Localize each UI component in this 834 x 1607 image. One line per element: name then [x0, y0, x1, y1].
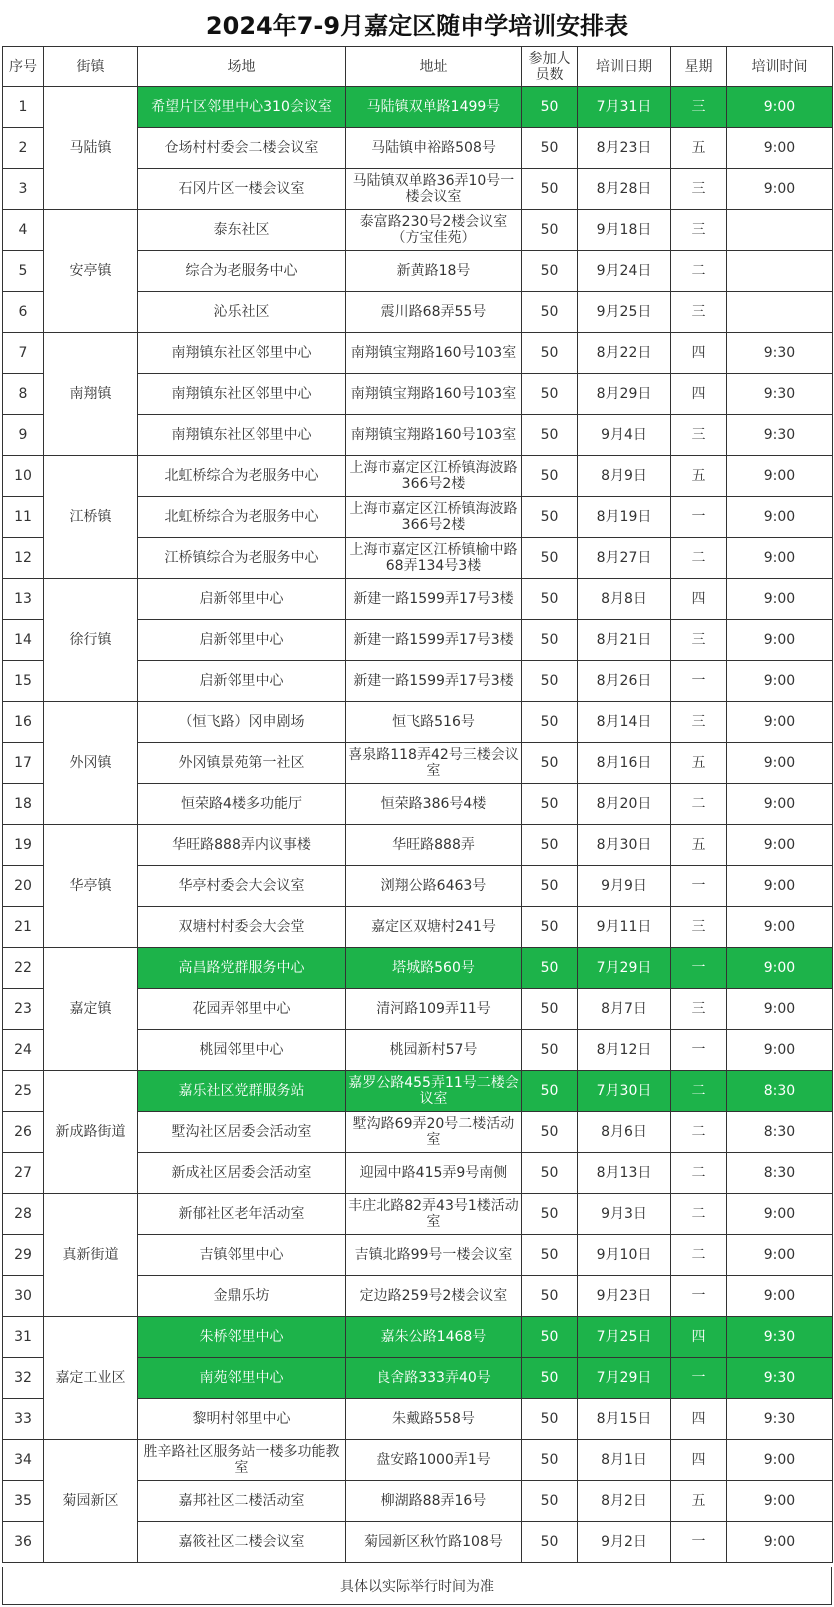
- cell-address: 震川路68弄55号: [346, 292, 522, 333]
- cell-address: 墅沟路69弄20号二楼活动室: [346, 1112, 522, 1153]
- cell-date: 9月24日: [578, 251, 671, 292]
- cell-town: 安亭镇: [44, 210, 138, 333]
- schedule-table: [2, 46, 833, 1563]
- cell-address: 朱戴路558号: [346, 1399, 522, 1440]
- table-row: [3, 1317, 833, 1358]
- cell-time: 9:00: [727, 743, 833, 784]
- cell-address: 盘安路1000弄1号: [346, 1440, 522, 1481]
- cell-town: 新成路街道: [44, 1071, 138, 1194]
- cell-time: 9:30: [727, 1399, 833, 1440]
- cell-date: 9月11日: [578, 907, 671, 948]
- cell-date: 8月6日: [578, 1112, 671, 1153]
- cell-count: 50: [522, 456, 578, 497]
- cell-town: 外冈镇: [44, 702, 138, 825]
- cell-date: 7月31日: [578, 87, 671, 128]
- cell-date: 7月30日: [578, 1071, 671, 1112]
- cell-venue: 新成社区居委会活动室: [138, 1153, 346, 1194]
- cell-weekday: 二: [671, 251, 727, 292]
- cell-no: 18: [3, 784, 44, 825]
- cell-time: 9:00: [727, 456, 833, 497]
- cell-count: 50: [522, 661, 578, 702]
- cell-date: 8月16日: [578, 743, 671, 784]
- cell-time: 9:00: [727, 620, 833, 661]
- cell-count: 50: [522, 251, 578, 292]
- cell-date: 9月23日: [578, 1276, 671, 1317]
- cell-time: 9:00: [727, 128, 833, 169]
- cell-no: 14: [3, 620, 44, 661]
- cell-count: 50: [522, 333, 578, 374]
- cell-address: 马陆镇申裕路508号: [346, 128, 522, 169]
- cell-time: 9:00: [727, 1276, 833, 1317]
- cell-no: 15: [3, 661, 44, 702]
- cell-time: 9:00: [727, 1522, 833, 1563]
- cell-no: 11: [3, 497, 44, 538]
- cell-no: 7: [3, 333, 44, 374]
- cell-no: 4: [3, 210, 44, 251]
- cell-no: 20: [3, 866, 44, 907]
- cell-time: 9:30: [727, 415, 833, 456]
- cell-venue: 恒荣路4楼多功能厅: [138, 784, 346, 825]
- cell-address: 塔城路560号: [346, 948, 522, 989]
- cell-address: 喜泉路118弄42号三楼会议室: [346, 743, 522, 784]
- cell-time: 8:30: [727, 1153, 833, 1194]
- header-address: 地址: [346, 47, 522, 87]
- cell-count: 50: [522, 1358, 578, 1399]
- cell-no: 26: [3, 1112, 44, 1153]
- cell-venue: 南翔镇东社区邻里中心: [138, 333, 346, 374]
- cell-time: 9:00: [727, 1440, 833, 1481]
- table-row: [3, 1071, 833, 1112]
- cell-date: 8月23日: [578, 128, 671, 169]
- cell-date: 8月1日: [578, 1440, 671, 1481]
- cell-weekday: 四: [671, 1399, 727, 1440]
- cell-weekday: 四: [671, 1317, 727, 1358]
- cell-town: 徐行镇: [44, 579, 138, 702]
- cell-weekday: 一: [671, 1522, 727, 1563]
- cell-count: 50: [522, 1194, 578, 1235]
- cell-address: 柳湖路88弄16号: [346, 1481, 522, 1522]
- cell-venue: 启新邻里中心: [138, 620, 346, 661]
- cell-count: 50: [522, 907, 578, 948]
- cell-venue: 外冈镇景苑第一社区: [138, 743, 346, 784]
- header-weekday: 星期: [671, 47, 727, 87]
- cell-date: 7月29日: [578, 948, 671, 989]
- cell-no: 1: [3, 87, 44, 128]
- cell-time: 9:30: [727, 1317, 833, 1358]
- cell-venue: 高昌路党群服务中心: [138, 948, 346, 989]
- cell-date: 7月29日: [578, 1358, 671, 1399]
- cell-weekday: 一: [671, 948, 727, 989]
- cell-weekday: 五: [671, 128, 727, 169]
- cell-no: 21: [3, 907, 44, 948]
- footer-note: 具体以实际举行时间为准: [2, 1567, 832, 1605]
- cell-date: 9月10日: [578, 1235, 671, 1276]
- cell-count: 50: [522, 1112, 578, 1153]
- cell-weekday: 三: [671, 620, 727, 661]
- cell-no: 36: [3, 1522, 44, 1563]
- cell-venue: 北虹桥综合为老服务中心: [138, 497, 346, 538]
- cell-no: 28: [3, 1194, 44, 1235]
- table-row: [3, 333, 833, 374]
- cell-town: 嘉定工业区: [44, 1317, 138, 1440]
- header-row: [3, 47, 833, 87]
- table-row: [3, 210, 833, 251]
- cell-time: 9:30: [727, 374, 833, 415]
- cell-weekday: 二: [671, 538, 727, 579]
- cell-no: 29: [3, 1235, 44, 1276]
- cell-address: 桃园新村57号: [346, 1030, 522, 1071]
- cell-weekday: 二: [671, 1194, 727, 1235]
- cell-venue: 北虹桥综合为老服务中心: [138, 456, 346, 497]
- cell-address: 吉镇北路99号一楼会议室: [346, 1235, 522, 1276]
- cell-weekday: 二: [671, 1235, 727, 1276]
- cell-no: 35: [3, 1481, 44, 1522]
- cell-address: 马陆镇双单路1499号: [346, 87, 522, 128]
- cell-date: 8月8日: [578, 579, 671, 620]
- table-row: [3, 1194, 833, 1235]
- cell-weekday: 一: [671, 866, 727, 907]
- cell-no: 13: [3, 579, 44, 620]
- cell-address: 迎园中路415弄9号南侧: [346, 1153, 522, 1194]
- cell-date: 8月14日: [578, 702, 671, 743]
- cell-no: 12: [3, 538, 44, 579]
- cell-weekday: 三: [671, 292, 727, 333]
- cell-address: 浏翔公路6463号: [346, 866, 522, 907]
- cell-no: 31: [3, 1317, 44, 1358]
- cell-date: 8月26日: [578, 661, 671, 702]
- cell-weekday: 二: [671, 1112, 727, 1153]
- cell-count: 50: [522, 866, 578, 907]
- cell-time: 9:00: [727, 907, 833, 948]
- cell-weekday: 四: [671, 333, 727, 374]
- cell-time: [727, 292, 833, 333]
- cell-weekday: 二: [671, 784, 727, 825]
- cell-venue: 华亭村委会大会议室: [138, 866, 346, 907]
- cell-venue: 金鼎乐坊: [138, 1276, 346, 1317]
- cell-count: 50: [522, 1481, 578, 1522]
- cell-venue: 华旺路888弄内议事楼: [138, 825, 346, 866]
- cell-weekday: 三: [671, 907, 727, 948]
- cell-count: 50: [522, 1399, 578, 1440]
- cell-date: 8月20日: [578, 784, 671, 825]
- cell-no: 33: [3, 1399, 44, 1440]
- cell-venue: 双塘村村委会大会堂: [138, 907, 346, 948]
- cell-weekday: 三: [671, 87, 727, 128]
- cell-address: 新黄路18号: [346, 251, 522, 292]
- cell-date: 8月30日: [578, 825, 671, 866]
- cell-weekday: 五: [671, 825, 727, 866]
- table-row: [3, 87, 833, 128]
- cell-date: 8月12日: [578, 1030, 671, 1071]
- cell-time: 9:00: [727, 661, 833, 702]
- cell-address: 定边路259号2楼会议室: [346, 1276, 522, 1317]
- cell-count: 50: [522, 1030, 578, 1071]
- cell-count: 50: [522, 989, 578, 1030]
- cell-date: 8月28日: [578, 169, 671, 210]
- cell-venue: 南翔镇东社区邻里中心: [138, 415, 346, 456]
- cell-time: [727, 210, 833, 251]
- cell-weekday: 三: [671, 415, 727, 456]
- cell-date: 8月2日: [578, 1481, 671, 1522]
- cell-address: 马陆镇双单路36弄10号一楼会议室: [346, 169, 522, 210]
- header-no: 序号: [3, 47, 44, 87]
- cell-town: 华亭镇: [44, 825, 138, 948]
- cell-date: 9月18日: [578, 210, 671, 251]
- cell-venue: 希望片区邻里中心310会议室: [138, 87, 346, 128]
- cell-no: 6: [3, 292, 44, 333]
- cell-count: 50: [522, 169, 578, 210]
- cell-address: 泰富路230号2楼会议室（方宝佳苑）: [346, 210, 522, 251]
- cell-no: 25: [3, 1071, 44, 1112]
- cell-venue: 仓场村村委会二楼会议室: [138, 128, 346, 169]
- cell-date: 9月4日: [578, 415, 671, 456]
- header-town: 街镇: [44, 47, 138, 87]
- table-row: [3, 948, 833, 989]
- cell-weekday: 四: [671, 1440, 727, 1481]
- cell-time: 9:00: [727, 497, 833, 538]
- cell-date: 8月13日: [578, 1153, 671, 1194]
- cell-weekday: 三: [671, 989, 727, 1030]
- cell-count: 50: [522, 292, 578, 333]
- cell-date: 8月27日: [578, 538, 671, 579]
- cell-venue: 石冈片区一楼会议室: [138, 169, 346, 210]
- cell-no: 32: [3, 1358, 44, 1399]
- cell-count: 50: [522, 1317, 578, 1358]
- cell-time: 9:00: [727, 538, 833, 579]
- cell-address: 菊园新区秋竹路108号: [346, 1522, 522, 1563]
- table-row: [3, 456, 833, 497]
- cell-venue: 南苑邻里中心: [138, 1358, 346, 1399]
- cell-date: 7月25日: [578, 1317, 671, 1358]
- cell-count: 50: [522, 415, 578, 456]
- cell-no: 9: [3, 415, 44, 456]
- cell-no: 8: [3, 374, 44, 415]
- cell-venue: 嘉筱社区二楼会议室: [138, 1522, 346, 1563]
- cell-address: 嘉定区双塘村241号: [346, 907, 522, 948]
- cell-venue: 沁乐社区: [138, 292, 346, 333]
- cell-date: 8月29日: [578, 374, 671, 415]
- cell-count: 50: [522, 1440, 578, 1481]
- cell-town: 真新街道: [44, 1194, 138, 1317]
- cell-no: 5: [3, 251, 44, 292]
- cell-time: 8:30: [727, 1112, 833, 1153]
- header-date: 培训日期: [578, 47, 671, 87]
- cell-date: 8月9日: [578, 456, 671, 497]
- cell-town: 马陆镇: [44, 87, 138, 210]
- cell-address: 南翔镇宝翔路160号103室: [346, 415, 522, 456]
- cell-no: 19: [3, 825, 44, 866]
- cell-address: 恒飞路516号: [346, 702, 522, 743]
- cell-venue: （恒飞路）冈申剧场: [138, 702, 346, 743]
- header-venue: 场地: [138, 47, 346, 87]
- cell-no: 27: [3, 1153, 44, 1194]
- cell-time: 9:00: [727, 989, 833, 1030]
- cell-address: 清河路109弄11号: [346, 989, 522, 1030]
- table-row: [3, 1440, 833, 1481]
- cell-weekday: 四: [671, 374, 727, 415]
- cell-no: 34: [3, 1440, 44, 1481]
- cell-weekday: 二: [671, 1071, 727, 1112]
- cell-count: 50: [522, 1522, 578, 1563]
- cell-weekday: 三: [671, 210, 727, 251]
- cell-venue: 新郁社区老年活动室: [138, 1194, 346, 1235]
- cell-count: 50: [522, 128, 578, 169]
- cell-time: 9:00: [727, 948, 833, 989]
- cell-no: 16: [3, 702, 44, 743]
- cell-date: 9月25日: [578, 292, 671, 333]
- cell-count: 50: [522, 702, 578, 743]
- header-count: 参加人员数: [522, 47, 578, 87]
- cell-venue: 江桥镇综合为老服务中心: [138, 538, 346, 579]
- cell-date: 8月15日: [578, 1399, 671, 1440]
- cell-venue: 综合为老服务中心: [138, 251, 346, 292]
- cell-venue: 嘉乐社区党群服务站: [138, 1071, 346, 1112]
- cell-count: 50: [522, 1071, 578, 1112]
- table-row: [3, 702, 833, 743]
- cell-count: 50: [522, 1153, 578, 1194]
- cell-count: 50: [522, 87, 578, 128]
- cell-count: 50: [522, 374, 578, 415]
- cell-weekday: 五: [671, 1481, 727, 1522]
- cell-date: 9月2日: [578, 1522, 671, 1563]
- cell-weekday: 三: [671, 702, 727, 743]
- cell-no: 2: [3, 128, 44, 169]
- cell-count: 50: [522, 620, 578, 661]
- cell-time: 9:00: [727, 169, 833, 210]
- page-title: 2024年7-9月嘉定区随申学培训安排表: [205, 11, 629, 40]
- cell-venue: 南翔镇东社区邻里中心: [138, 374, 346, 415]
- cell-weekday: 一: [671, 497, 727, 538]
- cell-date: 9月3日: [578, 1194, 671, 1235]
- cell-time: 9:00: [727, 825, 833, 866]
- cell-venue: 黎明村邻里中心: [138, 1399, 346, 1440]
- cell-weekday: 二: [671, 1153, 727, 1194]
- cell-address: 南翔镇宝翔路160号103室: [346, 333, 522, 374]
- cell-count: 50: [522, 579, 578, 620]
- cell-weekday: 四: [671, 579, 727, 620]
- cell-address: 南翔镇宝翔路160号103室: [346, 374, 522, 415]
- cell-count: 50: [522, 1235, 578, 1276]
- cell-time: 9:30: [727, 1358, 833, 1399]
- cell-address: 上海市嘉定区江桥镇海波路366号2楼: [346, 497, 522, 538]
- cell-weekday: 五: [671, 743, 727, 784]
- cell-town: 南翔镇: [44, 333, 138, 456]
- cell-count: 50: [522, 743, 578, 784]
- cell-weekday: 一: [671, 1030, 727, 1071]
- cell-address: 丰庄北路82弄43号1楼活动室: [346, 1194, 522, 1235]
- cell-address: 嘉罗公路455弄11号二楼会议室: [346, 1071, 522, 1112]
- header-time: 培训时间: [727, 47, 833, 87]
- cell-venue: 胜辛路社区服务站一楼多功能教室: [138, 1440, 346, 1481]
- cell-weekday: 五: [671, 456, 727, 497]
- cell-time: 9:00: [727, 702, 833, 743]
- cell-date: 9月9日: [578, 866, 671, 907]
- cell-town: 江桥镇: [44, 456, 138, 579]
- cell-time: 9:30: [727, 333, 833, 374]
- cell-address: 新建一路1599弄17号3楼: [346, 661, 522, 702]
- cell-no: 30: [3, 1276, 44, 1317]
- cell-time: 9:00: [727, 866, 833, 907]
- cell-no: 24: [3, 1030, 44, 1071]
- cell-venue: 花园弄邻里中心: [138, 989, 346, 1030]
- cell-no: 23: [3, 989, 44, 1030]
- cell-count: 50: [522, 948, 578, 989]
- cell-venue: 嘉邦社区二楼活动室: [138, 1481, 346, 1522]
- cell-address: 良舍路333弄40号: [346, 1358, 522, 1399]
- cell-count: 50: [522, 784, 578, 825]
- cell-address: 新建一路1599弄17号3楼: [346, 579, 522, 620]
- cell-time: 9:00: [727, 1030, 833, 1071]
- cell-count: 50: [522, 1276, 578, 1317]
- cell-time: 9:00: [727, 1194, 833, 1235]
- cell-weekday: 一: [671, 1358, 727, 1399]
- cell-town: 菊园新区: [44, 1440, 138, 1563]
- cell-venue: 启新邻里中心: [138, 661, 346, 702]
- table-row: [3, 579, 833, 620]
- cell-time: 9:00: [727, 784, 833, 825]
- cell-address: 恒荣路386号4楼: [346, 784, 522, 825]
- cell-venue: 启新邻里中心: [138, 579, 346, 620]
- cell-count: 50: [522, 210, 578, 251]
- cell-time: 9:00: [727, 579, 833, 620]
- cell-address: 华旺路888弄: [346, 825, 522, 866]
- cell-date: 8月19日: [578, 497, 671, 538]
- cell-venue: 墅沟社区居委会活动室: [138, 1112, 346, 1153]
- cell-venue: 泰东社区: [138, 210, 346, 251]
- cell-address: 上海市嘉定区江桥镇榆中路68弄134号3楼: [346, 538, 522, 579]
- cell-address: 新建一路1599弄17号3楼: [346, 620, 522, 661]
- cell-count: 50: [522, 538, 578, 579]
- cell-time: 9:00: [727, 1235, 833, 1276]
- cell-time: 8:30: [727, 1071, 833, 1112]
- cell-venue: 桃园邻里中心: [138, 1030, 346, 1071]
- cell-time: [727, 251, 833, 292]
- cell-weekday: 三: [671, 169, 727, 210]
- cell-weekday: 一: [671, 661, 727, 702]
- cell-date: 8月7日: [578, 989, 671, 1030]
- cell-weekday: 一: [671, 1276, 727, 1317]
- cell-count: 50: [522, 825, 578, 866]
- cell-time: 9:00: [727, 87, 833, 128]
- cell-no: 17: [3, 743, 44, 784]
- cell-address: 上海市嘉定区江桥镇海波路366号2楼: [346, 456, 522, 497]
- schedule-body: [3, 87, 833, 1563]
- cell-date: 8月21日: [578, 620, 671, 661]
- table-row: [3, 825, 833, 866]
- cell-time: 9:00: [727, 1481, 833, 1522]
- cell-no: 3: [3, 169, 44, 210]
- cell-date: 8月22日: [578, 333, 671, 374]
- cell-count: 50: [522, 497, 578, 538]
- cell-no: 10: [3, 456, 44, 497]
- cell-no: 22: [3, 948, 44, 989]
- cell-venue: 朱桥邻里中心: [138, 1317, 346, 1358]
- cell-address: 嘉朱公路1468号: [346, 1317, 522, 1358]
- cell-venue: 吉镇邻里中心: [138, 1235, 346, 1276]
- cell-town: 嘉定镇: [44, 948, 138, 1071]
